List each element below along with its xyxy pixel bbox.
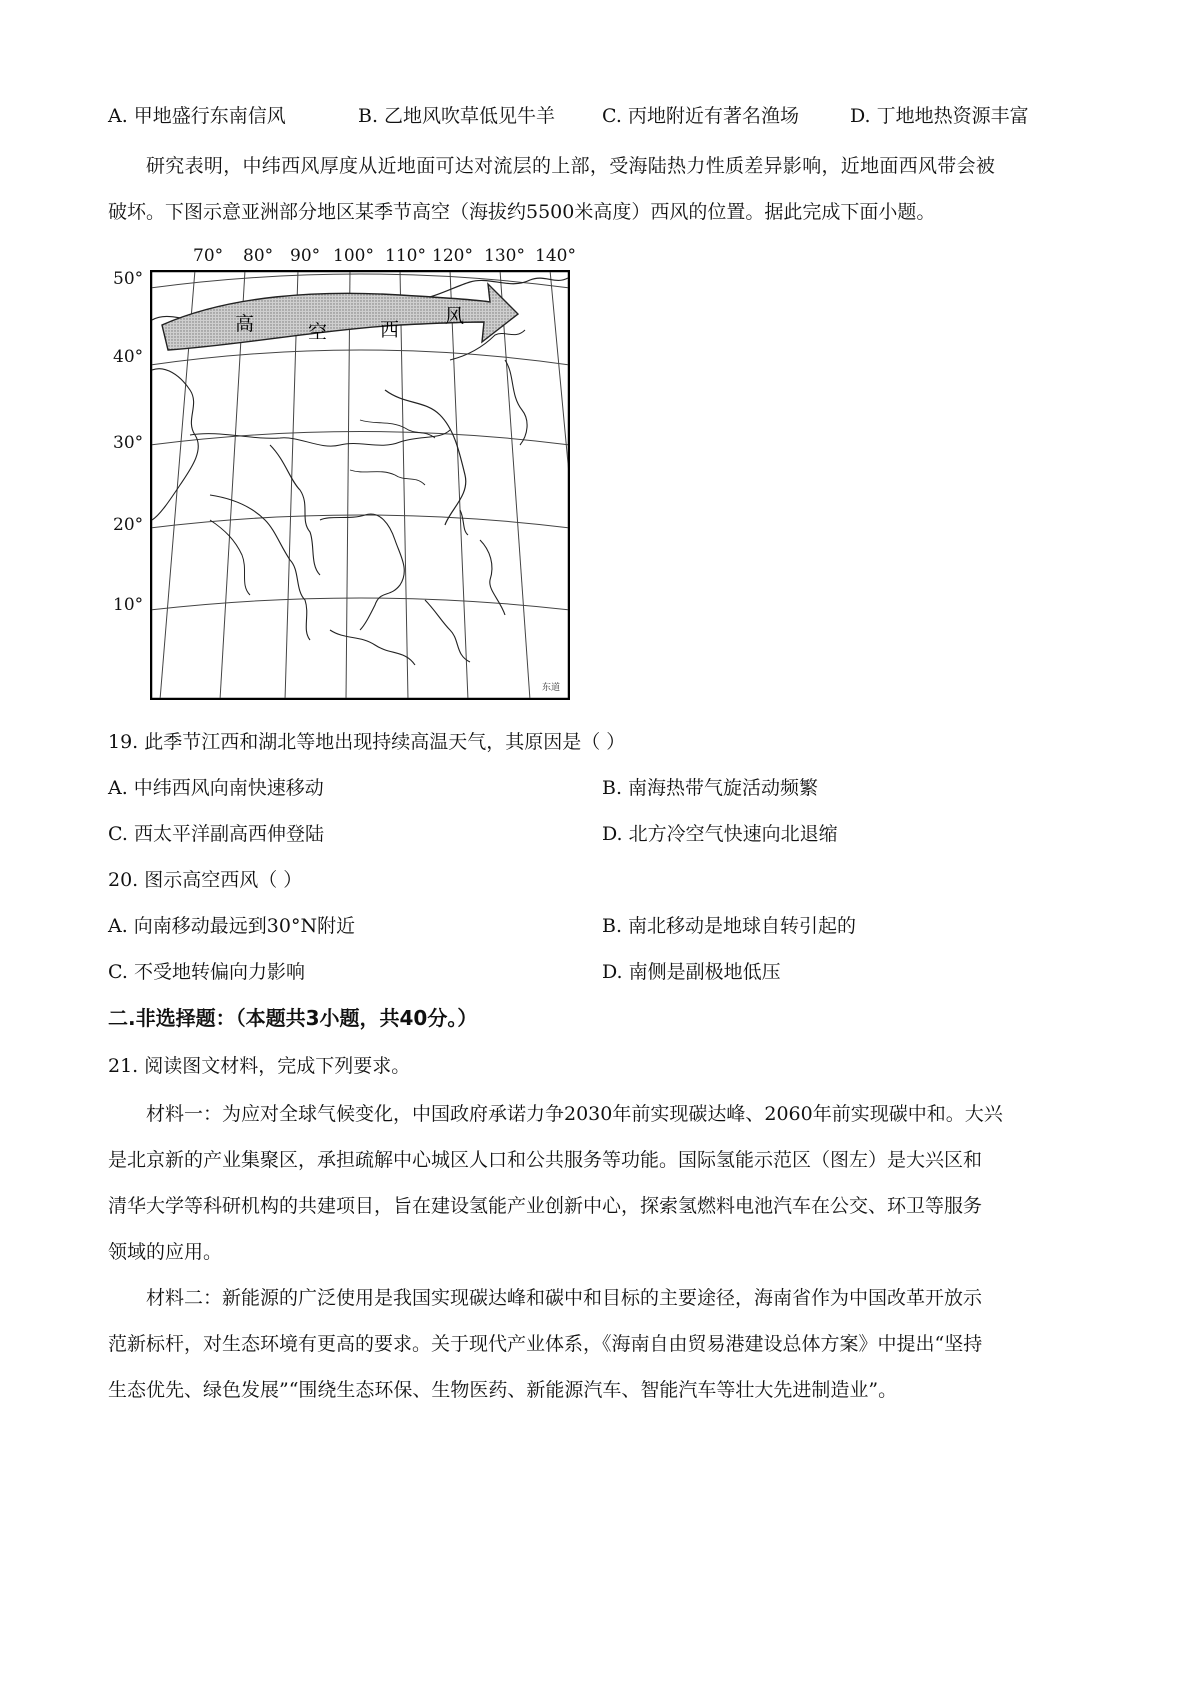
lon-label-70: 70° xyxy=(193,246,224,266)
lat-label-50: 50° xyxy=(113,269,144,289)
lon-label-100: 100° xyxy=(333,246,374,266)
q19-option-c: C. 西太平洋副高西伸登陆 xyxy=(108,823,324,845)
q19-option-d: D. 北方冷空气快速向北退缩 xyxy=(602,823,838,845)
map-credit: 东道 xyxy=(542,683,561,693)
q21-stem: 21. 阅读图文材料，完成下列要求。 xyxy=(108,1055,411,1077)
lon-label-140: 140° xyxy=(535,246,576,266)
arrow-char-2: 空 xyxy=(308,321,328,343)
material-1-line-4: 领域的应用。 xyxy=(108,1241,223,1263)
prev-option-c: C. 丙地附近有著名渔场 xyxy=(602,105,799,127)
q19-option-a: A. 中纬西风向南快速移动 xyxy=(108,777,324,799)
material-1-line-1: 材料一：为应对全球气候变化，中国政府承诺力争2030年前实现碳达峰、2060年前实现碳中和。大兴 xyxy=(146,1103,1003,1125)
material-2-line-3: 生态优先、绿色发展”“围绕生态环保、生物医药、新能源汽车、智能汽车等壮大先进制造业”。 xyxy=(108,1379,898,1401)
arrow-char-3: 西 xyxy=(380,319,400,341)
prev-option-a: A. 甲地盛行东南信风 xyxy=(108,105,286,127)
prev-option-b: B. 乙地风吹草低见牛羊 xyxy=(358,105,556,127)
q20-option-b: B. 南北移动是地球自转引起的 xyxy=(602,915,857,937)
q20-stem: 20. 图示高空西风（ ） xyxy=(108,869,303,891)
lon-label-80: 80° xyxy=(243,246,274,266)
lat-label-40: 40° xyxy=(113,347,144,367)
q19-stem: 19. 此季节江西和湖北等地出现持续高温天气，其原因是（ ） xyxy=(108,731,626,753)
q19-option-b: B. 南海热带气旋活动频繁 xyxy=(602,777,819,799)
material-1-line-3: 清华大学等科研机构的共建项目，旨在建设氢能产业创新中心，探索氢燃料电池汽车在公交、环卫等服务 xyxy=(108,1195,983,1217)
intro-line-1: 研究表明，中纬西风厚度从近地面可达对流层的上部，受海陆热力性质差异影响，近地面西风带会被 xyxy=(146,155,996,177)
map-svg xyxy=(150,270,570,700)
lat-label-30: 30° xyxy=(113,433,144,453)
lat-label-20: 20° xyxy=(113,515,144,535)
lat-label-10: 10° xyxy=(113,595,144,615)
prev-option-d: D. 丁地地热资源丰富 xyxy=(850,105,1029,127)
lon-label-110: 110° xyxy=(385,246,426,266)
material-1-line-2: 是北京新的产业集聚区，承担疏解中心城区人口和公共服务等功能。国际氢能示范区（图左）是大兴区和 xyxy=(108,1149,983,1171)
q20-option-a: A. 向南移动最远到30°N附近 xyxy=(108,915,356,937)
material-2-line-1: 材料二：新能源的广泛使用是我国实现碳达峰和碳中和目标的主要途径，海南省作为中国改革开放示 xyxy=(146,1287,983,1309)
intro-line-2: 破坏。下图示意亚洲部分地区某季节高空（海拔约5500米高度）西风的位置。据此完成下面小题。 xyxy=(108,201,936,223)
q20-option-d: D. 南侧是副极地低压 xyxy=(602,961,781,983)
section-2-heading: 二.非选择题：（本题共3小题，共40分。） xyxy=(108,1006,478,1030)
q20-option-c: C. 不受地转偏向力影响 xyxy=(108,961,305,983)
arrow-char-4: 风 xyxy=(445,305,465,327)
lon-label-130: 130° xyxy=(484,246,525,266)
lon-label-90: 90° xyxy=(290,246,321,266)
lon-label-120: 120° xyxy=(432,246,473,266)
material-2-line-2: 范新标杆，对生态环境有更高的要求。关于现代产业体系，《海南自由贸易港建设总体方案》中提出“坚持 xyxy=(108,1333,983,1355)
arrow-char-1: 高 xyxy=(235,313,255,335)
